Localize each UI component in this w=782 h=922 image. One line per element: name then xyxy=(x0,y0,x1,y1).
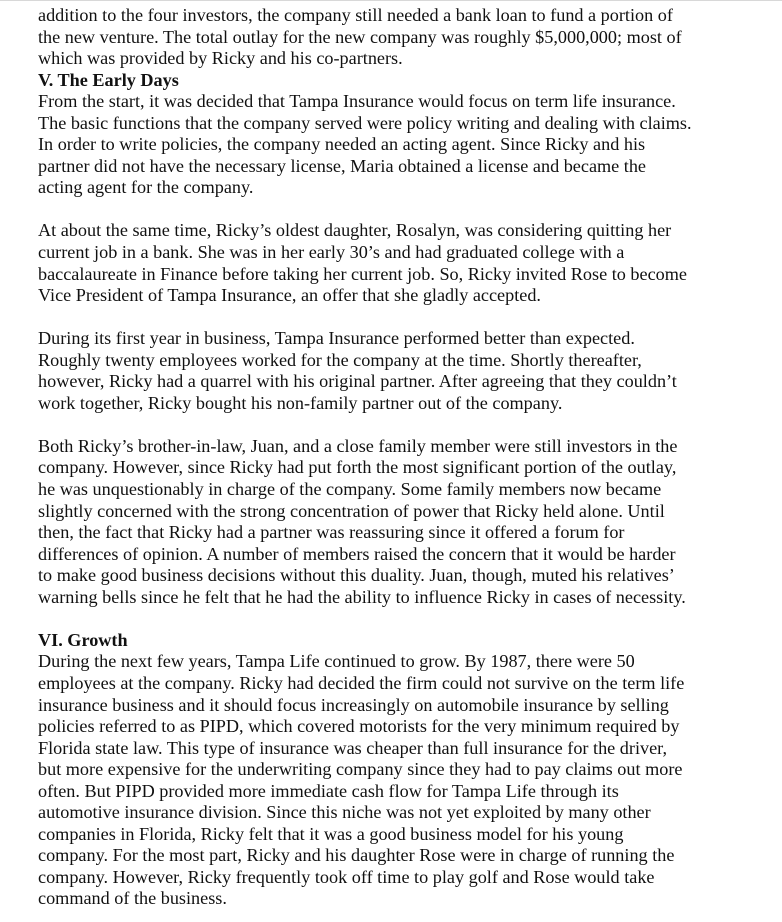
early-days-paragraph-1 xyxy=(38,91,728,199)
early-days-paragraph-2 xyxy=(38,220,728,306)
text-line: employees at the company. Ricky had decided the firm could not survive on the term life xyxy=(38,672,685,693)
text-line: acting agent for the company. xyxy=(38,177,254,198)
text-line: automotive insurance division. Since this niche was not yet exploited by many other xyxy=(38,802,651,823)
text-line: At about the same time, Ricky’s oldest daughter, Rosalyn, was considering quitting her xyxy=(38,220,672,241)
paragraph-gap xyxy=(38,307,728,329)
paragraph-gap xyxy=(38,608,728,630)
text-line: During the next few years, Tampa Life continued to grow. By 1987, there were 50 xyxy=(38,651,635,672)
section-heading-early-days: V. The Early Days xyxy=(38,69,179,90)
text-line: current job in a bank. She was in her early 30’s and had graduated college with a xyxy=(38,242,625,263)
text-line: policies referred to as PIPD, which covered motorists for the very minimum required by xyxy=(38,716,680,737)
text-line: From the start, it was decided that Tampa Insurance would focus on term life insurance. xyxy=(38,91,676,112)
text-line: company. For the most part, Ricky and his daughter Rose were in charge of running the xyxy=(38,845,675,866)
text-line: baccalaureate in Finance before taking her current job. So, Ricky invited Rose to become xyxy=(38,263,687,284)
text-line: command of the business. xyxy=(38,888,227,909)
text-line: companies in Florida, Ricky felt that it was a good business model for his young xyxy=(38,823,624,844)
text-line: Florida state law. This type of insurance was cheaper than full insurance for the driver, xyxy=(38,737,668,758)
text-line: In order to write policies, the company needed an acting agent. Since Ricky and his xyxy=(38,134,646,155)
early-days-paragraph-4 xyxy=(38,436,728,608)
text-line: During its first year in business, Tampa Insurance performed better than expected. xyxy=(38,328,635,349)
text-line: however, Ricky had a quarrel with his original partner. After agreeing that they couldn’t xyxy=(38,371,677,392)
paragraph-gap xyxy=(38,199,728,221)
text-line: warning bells since he felt that he had the ability to influence Ricky in cases of necessity. xyxy=(38,586,686,607)
section-heading-growth: VI. Growth xyxy=(38,629,128,650)
text-line: but more expensive for the underwriting company since they had to pay claims out more xyxy=(38,759,683,780)
growth-paragraph xyxy=(38,651,728,910)
text-line: addition to the four investors, the company still needed a bank loan to fund a portion of xyxy=(38,5,673,25)
text-line: partner did not have the necessary license, Maria obtained a license and became the xyxy=(38,155,647,176)
text-line: to make good business decisions without this duality. Juan, though, muted his relatives’ xyxy=(38,565,675,586)
text-line: then, the fact that Ricky had a partner was reassuring since it offered a forum for xyxy=(38,522,625,543)
text-line: Vice President of Tampa Insurance, an offer that she gladly accepted. xyxy=(38,285,541,306)
document-body xyxy=(38,5,728,910)
top-divider xyxy=(0,0,782,1)
text-line: differences of opinion. A number of members raised the concern that it would be harder xyxy=(38,543,676,564)
paragraph-gap xyxy=(38,414,728,436)
text-line: The basic functions that the company served were policy writing and dealing with claims. xyxy=(38,112,692,133)
text-line: he was unquestionably in charge of the company. Some family members now became xyxy=(38,479,662,500)
text-line: insurance business and it should focus increasingly on automobile insurance by selling xyxy=(38,694,669,715)
text-line: Both Ricky’s brother-in-law, Juan, and a close family member were still investors in the xyxy=(38,435,678,456)
text-line: the new venture. The total outlay for the new company was roughly $5,000,000; most of xyxy=(38,26,682,47)
text-line: work together, Ricky bought his non-family partner out of the company. xyxy=(38,392,563,413)
text-line: often. But PIPD provided more immediate cash flow for Tampa Life through its xyxy=(38,780,619,801)
early-days-paragraph-3 xyxy=(38,328,728,414)
text-line: company. However, Ricky frequently took off time to play golf and Rose would take xyxy=(38,866,655,887)
text-line: company. However, since Ricky had put forth the most significant portion of the outlay, xyxy=(38,457,677,478)
text-line: Roughly twenty employees worked for the company at the time. Shortly thereafter, xyxy=(38,349,642,370)
intro-paragraph xyxy=(38,5,728,70)
text-line: slightly concerned with the strong concentration of power that Ricky held alone. Until xyxy=(38,500,665,521)
text-line: which was provided by Ricky and his co-partners. xyxy=(38,48,403,69)
